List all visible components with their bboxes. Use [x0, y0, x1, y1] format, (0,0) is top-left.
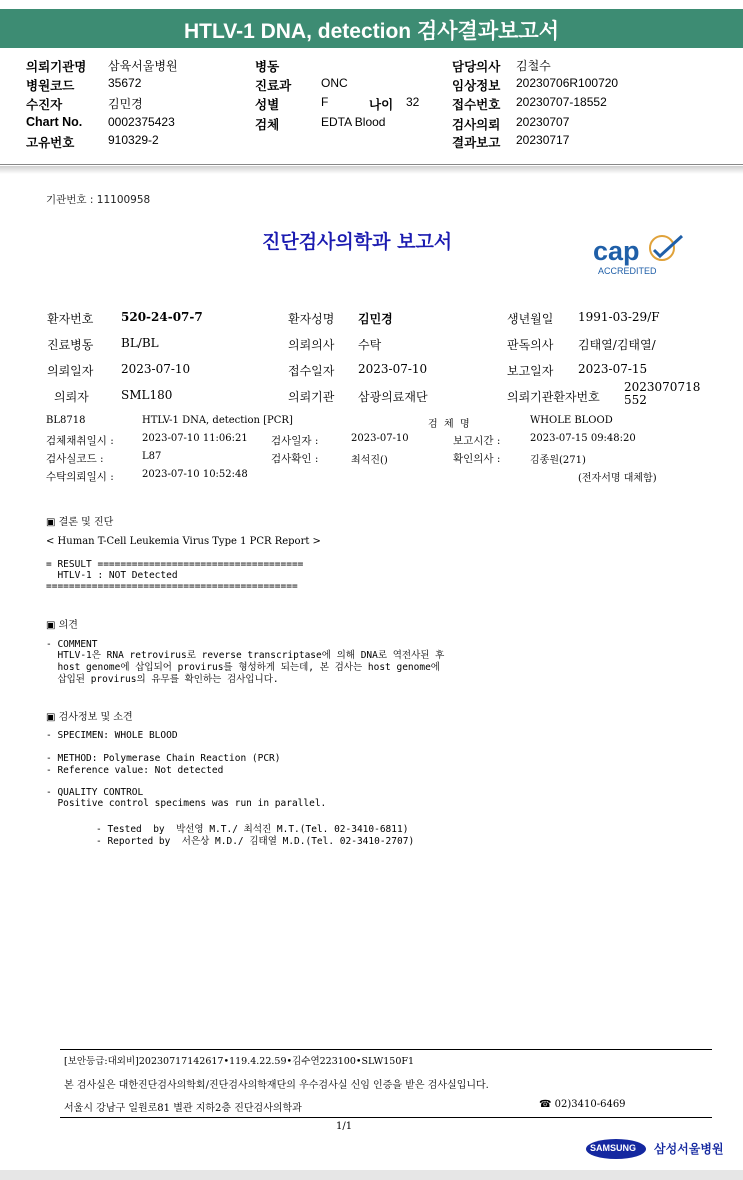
doctor-confirm-value: 김종원(271) — [530, 455, 586, 466]
comment-head: - COMMENT — [46, 639, 98, 650]
header-value: 20230706R100720 — [516, 76, 619, 90]
header-value: 20230707-18552 — [516, 95, 607, 109]
header-label: 접수번호 — [452, 98, 501, 112]
patient-label: 환자성명 — [288, 312, 335, 326]
patient-label: 판독의사 — [507, 338, 554, 352]
header-label: 병동 — [255, 60, 280, 74]
method: - METHOD: Polymerase Chain Reaction (PCR) — [46, 753, 281, 764]
header-label: 고유번호 — [26, 136, 75, 150]
patient-label: 환자번호 — [47, 312, 94, 326]
header-value: 35672 — [108, 76, 142, 90]
header-label: 병원코드 — [26, 79, 75, 93]
consign-label: 수탁의뢰일시 : — [46, 471, 114, 483]
result-line: = RESULT ==================================== — [46, 559, 304, 570]
header-value: 0002375423 — [108, 115, 175, 129]
section-heading: ▣ 의견 — [46, 620, 78, 631]
patient-value: 삼광의료재단 — [358, 390, 428, 404]
patient-value: 2023-07-10 — [358, 362, 428, 376]
hospital-name: 삼성서울병원 — [654, 1142, 724, 1156]
address-text: 서울시 강남구 일원로81 별관 지하2층 진단검사의학과 — [64, 1103, 302, 1114]
section-heading: ▣ 검사정보 및 소견 — [46, 712, 133, 723]
page-title: HTLV-1 DNA, detection 검사결과보고서 — [184, 20, 559, 43]
collect-label: 검체채취일시 : — [46, 435, 114, 447]
security-line: [보안등급:대외비]20230717142617•119.4.22.59•김수연223100•SLW150F1 — [64, 1056, 415, 1067]
result-value: HTLV-1 : NOT Detected — [46, 570, 178, 581]
footer-divider — [60, 1117, 712, 1118]
header-label: 나이 — [369, 98, 394, 112]
header-label: 담당의사 — [452, 60, 501, 74]
patient-value: 수탁 — [358, 338, 382, 352]
reported-by: - Reported by 서은상 M.D./ 김태열 M.D.(Tel. 02-3410-2707) — [96, 836, 415, 847]
patient-label: 의뢰의사 — [288, 338, 335, 352]
test-name: HTLV-1 DNA, detection [PCR] — [142, 415, 293, 426]
exam-date-value: 2023-07-10 — [351, 433, 409, 444]
title-bar — [0, 9, 743, 48]
comment-line: 삽입된 provirus의 유무를 확인하는 검사입니다. — [46, 674, 279, 685]
report-title: 진단검사의학과 보고서 — [262, 231, 453, 253]
esign-note: (전자서명 대체함) — [578, 473, 657, 484]
exam-confirm-label: 검사확인 : — [271, 453, 319, 465]
patient-value: SML180 — [121, 388, 173, 402]
header-value: EDTA Blood — [321, 115, 386, 129]
tested-by: - Tested by 박선영 M.T./ 최석진 M.T.(Tel. 02-3410-6811) — [96, 824, 409, 835]
certification-text: 본 검사실은 대한진단검사의학회/진단검사의학재단의 우수검사실 신임 인증을 받은 검사실입니다. — [64, 1080, 489, 1091]
qc-head: - QUALITY CONTROL — [46, 787, 144, 798]
patient-label: 의뢰기관환자번호 — [507, 390, 600, 404]
report-time-label: 보고시간 : — [453, 435, 501, 447]
header-value: 20230717 — [516, 133, 570, 147]
section-heading: ▣ 결론 및 진단 — [46, 517, 114, 528]
specimen-info: - SPECIMEN: WHOLE BLOOD — [46, 730, 178, 741]
cap-text: cap — [593, 236, 640, 266]
samsung-logo — [585, 1138, 647, 1160]
patient-label: 의뢰일자 — [47, 364, 94, 378]
patient-label: 보고일자 — [507, 364, 554, 378]
header-value: 910329-2 — [108, 133, 159, 147]
doctor-confirm-label: 확인의사 : — [453, 453, 501, 465]
header-value: F — [321, 95, 329, 109]
result-end: ============================================ — [46, 581, 298, 592]
patient-label: 접수일자 — [288, 364, 335, 378]
exam-date-label: 검사일자 : — [271, 435, 319, 447]
patient-label: 진료병동 — [47, 338, 94, 352]
test-code: BL8718 — [46, 415, 86, 426]
page-number: 1/1 — [336, 1121, 353, 1132]
report-time-value: 2023-07-15 09:48:20 — [530, 433, 636, 444]
exam-confirm-value: 최석진() — [351, 455, 388, 466]
header-label: 임상정보 — [452, 79, 501, 93]
page-bottom-bar — [0, 1170, 743, 1180]
patient-label: 의뢰기관 — [288, 390, 335, 404]
comment-line: HTLV-1은 RNA retrovirus로 reverse transcriptase에 의해 DNA로 역전사된 후 — [46, 650, 445, 661]
header-value: ONC — [321, 76, 348, 90]
header-label: 성별 — [255, 98, 280, 112]
specimen-label: 검 체 명 — [428, 419, 470, 430]
patient-value: 2023070718552 — [624, 380, 701, 407]
phone-text: ☎ 02)3410-6469 — [539, 1099, 626, 1110]
patient-label: 의뢰자 — [54, 390, 89, 404]
patient-value: 1991-03-29/F — [578, 310, 660, 324]
samsung-logo-text: SAMSUNG — [590, 1143, 637, 1153]
header-label: 결과보고 — [452, 136, 501, 150]
qc-text: Positive control specimens was run in parallel. — [46, 798, 327, 809]
divider — [0, 164, 743, 165]
patient-value: BL/BL — [121, 336, 159, 350]
org-number: 기관번호 : 11100958 — [46, 194, 151, 206]
reference: - Reference value: Not detected — [46, 765, 224, 776]
comment-line: host genome에 삽입되어 provirus를 형성하게 되는데, 본 검사는 host genome에 — [46, 662, 440, 673]
header-value: 김민경 — [108, 97, 143, 111]
patient-value: 김민경 — [358, 312, 393, 326]
consign-value: 2023-07-10 10:52:48 — [142, 469, 248, 480]
patient-value: 2023-07-10 — [121, 362, 191, 376]
lab-code-label: 검사실코드 : — [46, 453, 104, 465]
cap-accredited-text: ACCREDITED — [598, 266, 657, 276]
collect-value: 2023-07-10 11:06:21 — [142, 433, 248, 444]
header-label: 진료과 — [255, 79, 292, 93]
patient-value: 김태열/김태열/ — [578, 338, 656, 352]
header-label: Chart No. — [26, 115, 83, 129]
report-name: < Human T-Cell Leukemia Virus Type 1 PCR Report > — [46, 536, 321, 547]
header-label: 수진자 — [26, 98, 63, 112]
lab-code-value: L87 — [142, 451, 162, 462]
divider-shadow — [0, 166, 743, 174]
header-value: 20230707 — [516, 115, 570, 129]
patient-label: 생년월일 — [507, 312, 554, 326]
cap-accredited-logo — [590, 234, 700, 282]
header-label: 검체 — [255, 118, 280, 132]
footer-divider — [60, 1049, 712, 1050]
specimen-value: WHOLE BLOOD — [530, 415, 613, 426]
header-label: 의뢰기관명 — [26, 60, 87, 74]
header-value: 삼육서울병원 — [108, 59, 178, 73]
patient-value: 520-24-07-7 — [121, 310, 203, 324]
header-label: 검사의뢰 — [452, 118, 501, 132]
patient-value: 2023-07-15 — [578, 362, 648, 376]
header-value: 김철수 — [516, 59, 551, 73]
header-value: 32 — [406, 95, 420, 109]
